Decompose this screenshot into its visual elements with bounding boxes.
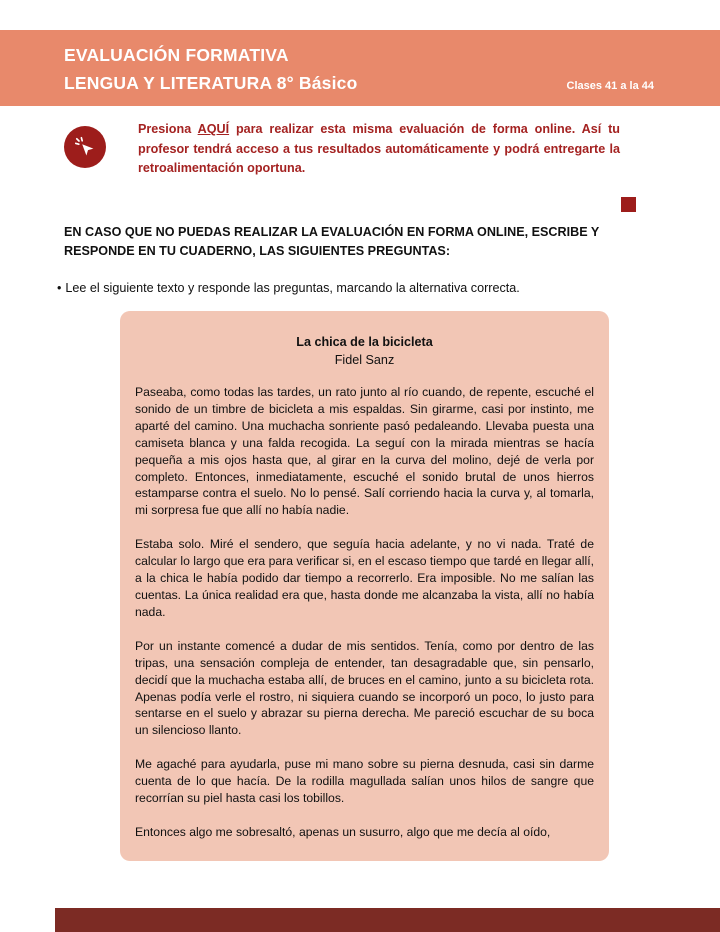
header-titles xyxy=(64,45,358,94)
header-title-line2: LENGUA Y LITERATURA 8° Básico xyxy=(64,73,358,93)
story-title: La chica de la bicicleta xyxy=(296,335,433,349)
story-paragraph: Me agaché para ayudarla, puse mi mano sobre su pierna desnuda, casi sin darme cuenta de lo que hacía. De la rodilla magullada salían unos hilos de sangre que recorrían su piel hasta casi los tobillos. xyxy=(135,757,594,806)
story-paragraph: Paseaba, como todas las tardes, un rato junto al río cuando, de repente, escuché el sonido de un timbre de bicicleta a mis espaldas. Sin girarme, casi por instinto, me aparté del camino. Una muchacha sonriente pasó pedaleando. Llevaba puesta una camiseta blanca y una falda recogida. La seguí con la mirada mientras se hacía pequeña a mis ojos hasta que, al girar en la curva del molino, dejé de verla por completo. Entonces, inmediatamente, escuché el sonido brutal de unos hierros estamparse contra el suelo. No lo pensé. Salí corriendo hacia la curva y, al tomarla, mi sorpresa fue que allí no había nadie. xyxy=(135,385,594,518)
story-box xyxy=(120,311,609,861)
offline-instructions: EN CASO QUE NO PUEDAS REALIZAR LA EVALUACIÓN EN FORMA ONLINE, ESCRIBE Y RESPONDE EN TU CUADERNO, LAS SIGUIENTES PREGUNTAS: xyxy=(64,225,600,258)
story-paragraph: Entonces algo me sobresaltó, apenas un susurro, algo que me decía al oído, xyxy=(135,824,551,839)
header-title-line1: EVALUACIÓN FORMATIVA xyxy=(64,45,289,65)
notice-prefix: Presiona xyxy=(138,122,198,136)
notice-end-marker xyxy=(621,197,636,212)
story-author: Fidel Sanz xyxy=(334,353,395,367)
notice-suffix: para realizar esta misma evaluación de forma online. Así tu profesor tendrá acceso a tus resultados automáticamente y podrá entregarte la retroalimentación oportuna. xyxy=(138,122,620,175)
bullet-dot: • xyxy=(57,281,62,295)
story-paragraph: Por un instante comencé a dudar de mis sentidos. Tenía, como por dentro de las tripas, una sensación compleja de entender, tan desagradable que, sin pensarlo, decidí que la muchacha estaba allí, de bruces en el camino, junto a su bicicleta rota. Apenas podía verle el rostro, ni siquiera cuando se incorporó un poco, lo justo para sentarse en el suelo y abrazar su pierna derecha. Me pareció escuchar de su boca un silencioso llanto. xyxy=(135,638,594,738)
task-text: Lee el siguiente texto y responde las preguntas, marcando la alternativa correcta. xyxy=(65,281,520,295)
story-paragraph: Estaba solo. Miré el sendero, que seguía hacia adelante, y no vi nada. Traté de calcular lo largo que era para verificar si, en el escaso tiempo que tardé en llegar allí, a la chica le había podido dar tiempo a recorrerlo. Era imposible. No me salían las cuentas. La única realidad era que, hasta donde me alcanzaba la vista, allí no había nada. xyxy=(135,537,594,619)
classes-label: Clases 41 a la 44 xyxy=(566,80,654,92)
online-notice xyxy=(64,120,624,179)
aqui-link[interactable]: AQUÍ xyxy=(197,122,230,136)
task-bullet-item xyxy=(57,280,667,297)
online-notice-text xyxy=(138,120,620,179)
header-band xyxy=(0,30,720,106)
click-cursor-icon xyxy=(64,126,106,168)
footer-band xyxy=(55,908,720,932)
